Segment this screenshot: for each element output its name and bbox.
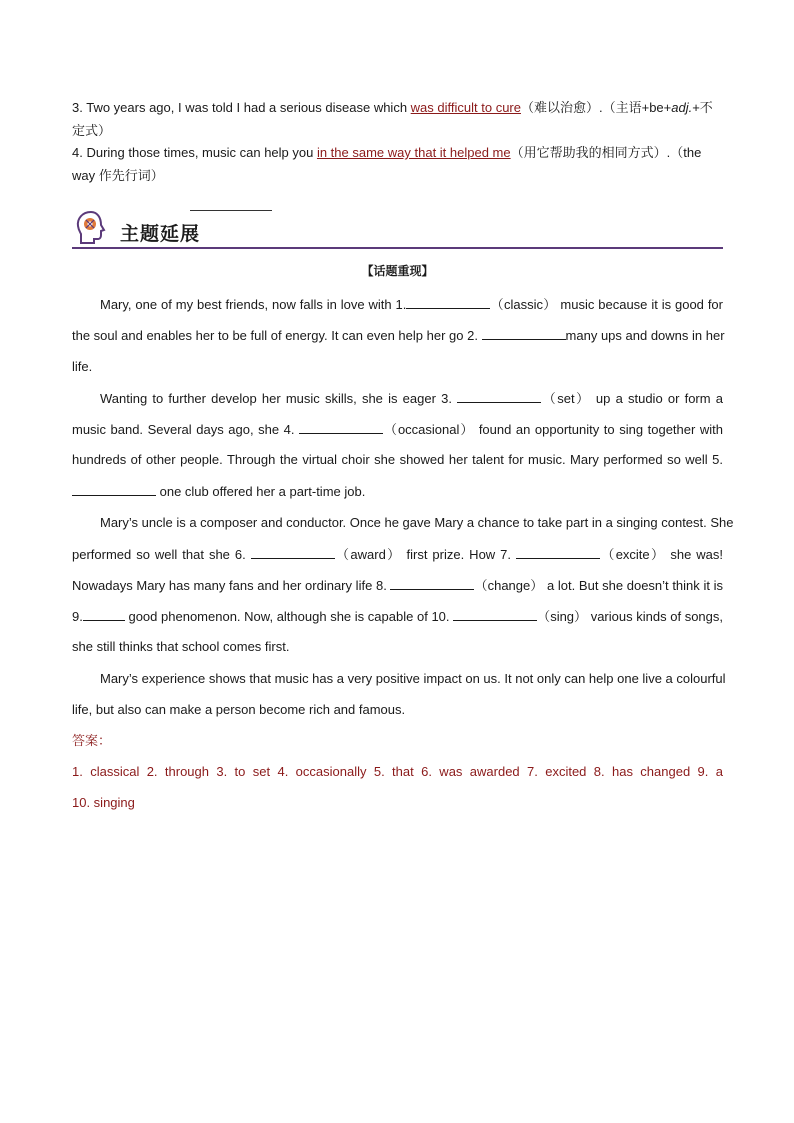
section-rule — [72, 247, 723, 249]
head-gear-icon — [74, 209, 108, 247]
passage-p3-line4: 9. good phenomenon. Now, although she is capable of 10. （sing） various kinds of songs, — [72, 606, 723, 627]
passage-p2-line1: Wanting to further develop her music skills, she is eager 3. （set） up a studio or form a — [100, 388, 723, 409]
passage-p3-line3: Nowadays Mary has many fans and her ordinary life 8. （change） a lot. But she doesn’t think it is — [72, 575, 723, 596]
example-4-note: （用它帮助我的相同方式）.（the — [510, 145, 702, 160]
passage-p1-line3: life. — [72, 359, 93, 374]
passage-p2-line2: music band. Several days ago, she 4. （occasional） found an opportunity to sing together with — [72, 419, 723, 440]
example-4-text: 4. During those times, music can help you — [72, 145, 317, 160]
example-item-3 — [72, 98, 723, 118]
passage-p3-line1: Mary’s uncle is a composer and conductor. Once he gave Mary a chance to take part in a singing contest. She — [100, 515, 734, 530]
section-header — [72, 205, 723, 249]
header-deco-line — [190, 210, 272, 211]
answers-line2: 10. singing — [72, 795, 135, 810]
passage-p4-line2: life, but also can make a person become rich and famous. — [72, 702, 406, 717]
example-item-4-cont: way 作先行词） — [72, 168, 164, 183]
passage-p2-line4: one club offered her a part-time job. — [72, 481, 723, 502]
passage-p2-line3: hundreds of other people. Through the virtual choir she showed her talent for music. Mary performed so well 5. — [72, 452, 723, 467]
blank-9[interactable] — [83, 606, 125, 621]
blank-10[interactable] — [453, 606, 537, 621]
answers-line1: 1. classical 2. through 3. to set 4. occasionally 5. that 6. was awarded 7. excited 8. has changed 9. a — [72, 764, 723, 779]
blank-5[interactable] — [72, 481, 156, 496]
example-4-underlined: in the same way that it helped me — [316, 145, 511, 160]
answers-label: 答案： — [72, 733, 112, 748]
example-3-tail: +不 — [692, 100, 713, 115]
example-3-note: （难以治愈）.（主语+be+ — [520, 100, 672, 115]
blank-3[interactable] — [457, 388, 541, 403]
blank-8[interactable] — [390, 575, 474, 590]
example-item-4 — [72, 143, 723, 163]
passage-p4-line1: Mary’s experience shows that music has a very positive impact on us. It not only can help one live a colourful — [100, 671, 726, 686]
topic-heading: 【话题重现】 — [361, 264, 434, 278]
passage-p1-line1: Mary, one of my best friends, now falls in love with 1. （classic） music because it is good for — [100, 294, 723, 315]
blank-6[interactable] — [251, 544, 335, 559]
blank-1[interactable] — [406, 294, 490, 309]
blank-4[interactable] — [299, 419, 383, 434]
blank-2[interactable] — [482, 325, 566, 340]
passage-p3-line5: she still thinks that school comes first. — [72, 639, 290, 654]
passage-p1-line2: the soul and enables her to be full of energy. It can even help her go 2. many ups and downs in her — [72, 325, 723, 346]
example-3-underlined: was difficult to cure — [410, 100, 521, 115]
section-title: 主题延展 — [120, 224, 201, 245]
blank-7[interactable] — [516, 544, 600, 559]
passage-p3-line2: performed so well that she 6. （award） first prize. How 7. （excite） she was! — [72, 544, 723, 565]
example-3-adj: adj. — [671, 100, 693, 115]
example-item-3-cont: 定式） — [72, 123, 112, 138]
example-3-text: 3. Two years ago, I was told I had a serious disease which — [72, 100, 411, 115]
